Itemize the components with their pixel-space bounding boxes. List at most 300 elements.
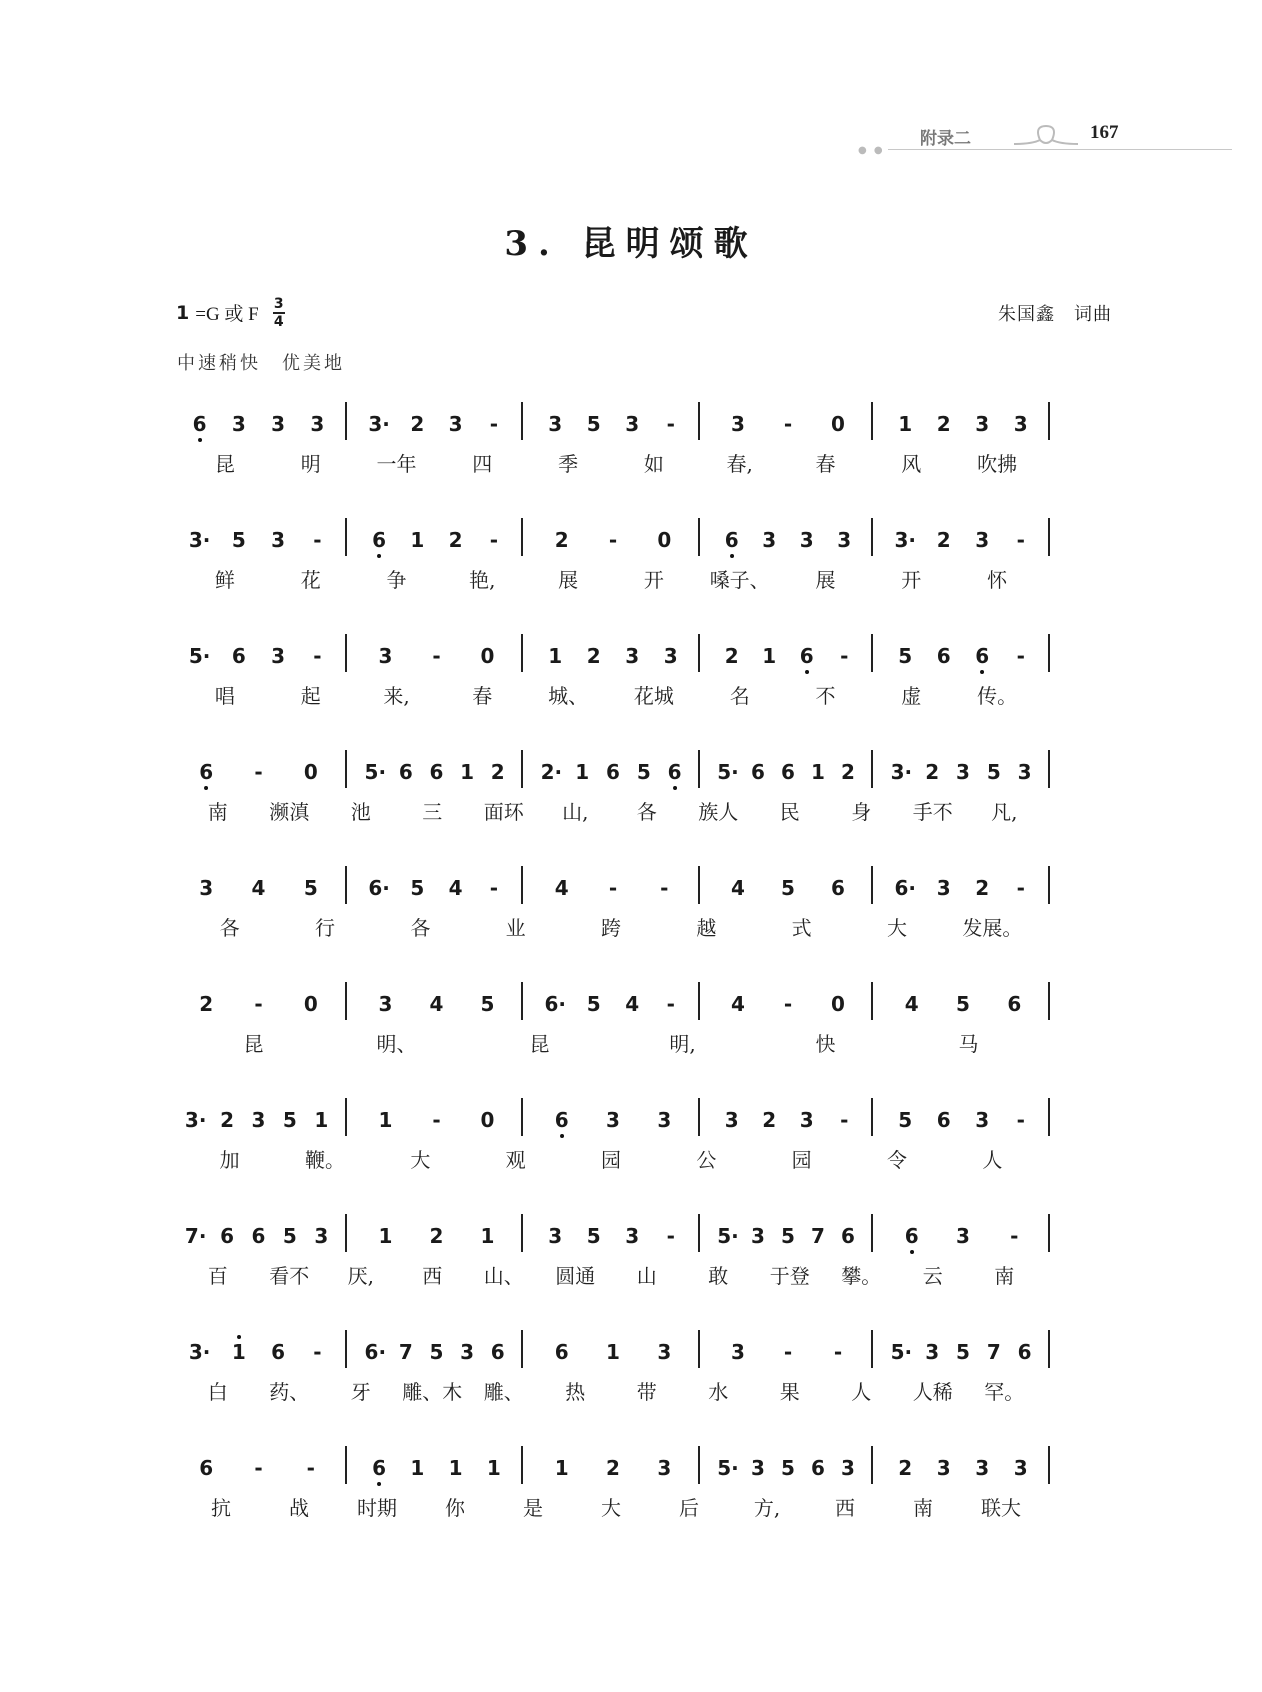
lyric: 于登 <box>769 1264 810 1288</box>
lyric: 山、 <box>483 1264 524 1288</box>
lyric: 鞭。 <box>305 1148 345 1172</box>
lyric: 观 <box>505 1148 526 1172</box>
note: 5 <box>410 876 425 900</box>
note: 5 <box>781 876 795 900</box>
key-text: =G 或 F <box>195 304 259 326</box>
note: 2 <box>429 1224 444 1248</box>
note: 5· <box>188 644 211 668</box>
lyric: 时期 <box>357 1496 397 1520</box>
lyric: 跨 <box>601 916 621 940</box>
barline <box>871 1330 873 1368</box>
lyric: 明、 <box>376 1032 417 1056</box>
lyric: 大 <box>887 916 907 940</box>
note: - <box>1016 528 1025 552</box>
note: - <box>608 528 618 552</box>
note: - <box>833 1340 843 1364</box>
note: 3 <box>378 644 393 668</box>
note: - <box>1016 644 1025 668</box>
note: 4 <box>625 992 640 1016</box>
note: 6 <box>1007 992 1022 1016</box>
note: 3 <box>548 1224 563 1248</box>
lyric: 濒滇 <box>269 800 310 824</box>
note: 3 <box>460 1340 475 1364</box>
note: 1 <box>606 1340 620 1364</box>
credit: 朱国鑫 词曲 <box>998 304 1112 325</box>
note: 2 <box>898 1456 913 1480</box>
note: 3· <box>890 760 913 784</box>
note: 2 <box>975 876 990 900</box>
lyric: 山 <box>636 1264 657 1288</box>
note: - <box>254 760 263 784</box>
lyric: 凡, <box>991 800 1018 824</box>
note: 1 <box>486 1456 501 1480</box>
note: 5 <box>781 1224 795 1248</box>
note: 3 <box>751 1224 765 1248</box>
note: 2 <box>410 412 425 436</box>
note: 3 <box>731 1340 745 1364</box>
lyric: 展 <box>815 568 836 592</box>
note: 5· <box>717 1224 739 1248</box>
barline <box>345 634 347 672</box>
barline <box>871 982 873 1020</box>
barline <box>521 1446 523 1484</box>
note: 5 <box>429 1340 444 1364</box>
note: 3 <box>310 412 325 436</box>
time-bottom: 4 <box>273 313 284 330</box>
note: 6 <box>554 1108 569 1132</box>
note: 0 <box>831 412 845 436</box>
lyric: 开 <box>643 568 664 592</box>
lyric: 是 <box>523 1496 543 1520</box>
note: 3 <box>663 644 678 668</box>
lyric: 人 <box>982 1148 1003 1172</box>
lyric: 起 <box>300 684 321 708</box>
note: 1 <box>575 760 590 784</box>
lyric: 园 <box>601 1148 621 1172</box>
lyric: 争 <box>386 568 407 592</box>
barline <box>698 402 700 440</box>
lyric: 手不 <box>912 800 953 824</box>
note: 3 <box>271 644 286 668</box>
note: 3 <box>751 1456 765 1480</box>
note: 4 <box>554 876 569 900</box>
note: - <box>666 992 675 1016</box>
key-tonic: 1 <box>176 301 190 324</box>
note: 6 <box>398 760 413 784</box>
note: 0 <box>831 992 845 1016</box>
note: 3 <box>936 876 951 900</box>
lyric: 水 <box>708 1380 729 1404</box>
barline <box>1048 866 1050 904</box>
note: - <box>313 644 322 668</box>
note: 3 <box>378 992 393 1016</box>
key-signature <box>176 297 285 329</box>
note: 3 <box>548 412 563 436</box>
note: 3 <box>199 876 214 900</box>
note: 6 <box>667 760 682 784</box>
barline <box>521 634 523 672</box>
lyric: 你 <box>445 1496 465 1520</box>
note: 6· <box>368 876 390 900</box>
header-section: 附录二 <box>920 129 971 149</box>
barline <box>698 982 700 1020</box>
barline <box>345 982 347 1020</box>
barline <box>1048 634 1050 672</box>
lyric: 虚 <box>901 684 922 708</box>
lyric: 西 <box>422 1264 443 1288</box>
note: 0 <box>480 644 495 668</box>
note: 3 <box>448 412 463 436</box>
note: 5 <box>303 876 318 900</box>
note: 4 <box>429 992 444 1016</box>
lyric: 来, <box>383 684 410 708</box>
score-row <box>0 992 1262 1092</box>
note: 1 <box>231 1340 246 1364</box>
barline <box>521 750 523 788</box>
note: 4 <box>731 876 745 900</box>
note: 3 <box>271 412 286 436</box>
lyric: 吹拂 <box>977 452 1018 476</box>
lyric: 发展。 <box>962 916 1023 940</box>
note: 6· <box>364 1340 387 1364</box>
lyric: 百 <box>207 1264 228 1288</box>
note: 3 <box>625 1224 640 1248</box>
note: 6 <box>975 644 990 668</box>
note: 6 <box>271 1340 286 1364</box>
note: - <box>254 992 263 1016</box>
note: 0 <box>480 1108 495 1132</box>
lyric: 抗 <box>211 1496 231 1520</box>
note: 3 <box>762 528 777 552</box>
note: 2 <box>841 760 855 784</box>
note: 3 <box>606 1108 620 1132</box>
lyric: 看不 <box>269 1264 310 1288</box>
barline <box>698 1446 700 1484</box>
barline <box>521 982 523 1020</box>
barline <box>698 750 700 788</box>
barline <box>698 1098 700 1136</box>
note: 1 <box>762 644 777 668</box>
note: 6 <box>554 1340 569 1364</box>
note: 6 <box>490 1340 505 1364</box>
lyric: 开 <box>901 568 922 592</box>
note: 2 <box>936 412 951 436</box>
lyric: 雕、木 <box>402 1380 463 1404</box>
note: 1 <box>460 760 475 784</box>
note: 1 <box>378 1108 393 1132</box>
lyric: 越 <box>696 916 717 940</box>
note: 6 <box>231 644 246 668</box>
note: - <box>783 992 793 1016</box>
score-row <box>0 1224 1262 1324</box>
lyric: 艳, <box>469 568 496 592</box>
lyric: 大 <box>601 1496 621 1520</box>
note: 5 <box>986 760 1001 784</box>
barline <box>345 1446 347 1484</box>
lyric: 雕、 <box>483 1380 524 1404</box>
note: 5· <box>717 760 739 784</box>
note: 3 <box>657 1456 672 1480</box>
note: 3· <box>188 528 211 552</box>
note: 6 <box>781 760 795 784</box>
note: 3· <box>894 528 917 552</box>
lyric: 昆 <box>243 1032 264 1056</box>
barline <box>345 866 347 904</box>
score-row <box>0 1108 1262 1208</box>
lyric: 鲜 <box>214 568 235 592</box>
lyric: 春 <box>472 684 493 708</box>
lyric: 昆 <box>214 452 235 476</box>
lyric: 各 <box>636 800 657 824</box>
note: 5 <box>586 1224 601 1248</box>
note: 6 <box>841 1224 855 1248</box>
lyric: 南 <box>913 1496 933 1520</box>
note: 3 <box>799 1108 814 1132</box>
note: 3 <box>657 1108 672 1132</box>
lyric: 族人 <box>698 800 739 824</box>
note: - <box>306 1456 315 1480</box>
note: - <box>489 412 499 436</box>
note: 5· <box>890 1340 913 1364</box>
lyric: 果 <box>779 1380 800 1404</box>
note: 3· <box>184 1108 207 1132</box>
note: 2· <box>540 760 563 784</box>
barline <box>345 1098 347 1136</box>
note: 6 <box>199 760 214 784</box>
lyric: 快 <box>815 1032 836 1056</box>
note: - <box>489 528 499 552</box>
lyric: 不 <box>815 684 836 708</box>
lyric: 业 <box>505 916 526 940</box>
barline <box>871 1214 873 1252</box>
note: 6 <box>724 528 739 552</box>
note: - <box>1016 1108 1025 1132</box>
note: 5 <box>636 760 651 784</box>
note: 2 <box>586 644 601 668</box>
note: 1 <box>410 1456 425 1480</box>
lyric: 春, <box>726 452 753 476</box>
score-row <box>0 1340 1262 1440</box>
note: 7 <box>811 1224 825 1248</box>
note: 6 <box>811 1456 825 1480</box>
note: 4 <box>904 992 919 1016</box>
note: 3· <box>368 412 390 436</box>
note: 3 <box>956 1224 970 1248</box>
note: 3 <box>925 1340 940 1364</box>
barline <box>521 518 523 556</box>
lyric: 罕。 <box>984 1380 1025 1404</box>
barline <box>698 518 700 556</box>
barline <box>871 1446 873 1484</box>
score-row <box>0 412 1262 512</box>
time-signature <box>273 297 285 329</box>
lyric: 春 <box>815 452 836 476</box>
lyric: 令 <box>887 1148 907 1172</box>
lyric: 西 <box>835 1496 855 1520</box>
note: 1 <box>378 1224 393 1248</box>
note: - <box>666 412 675 436</box>
lyric: 唱 <box>214 684 235 708</box>
note: 6 <box>936 644 951 668</box>
lyric: 三 <box>422 800 443 824</box>
lyric: 药、 <box>269 1380 310 1404</box>
lyric: 联大 <box>981 1496 1021 1520</box>
note: - <box>489 876 499 900</box>
note: 3 <box>731 412 745 436</box>
note: 3 <box>1017 760 1032 784</box>
lyric: 战 <box>289 1496 309 1520</box>
lyric: 马 <box>958 1032 979 1056</box>
note: 3 <box>625 412 640 436</box>
time-top: 3 <box>273 296 284 312</box>
lyric: 花城 <box>633 684 674 708</box>
lyric: 大 <box>410 1148 431 1172</box>
lyric: 风 <box>901 452 922 476</box>
note: 3 <box>936 1456 951 1480</box>
note: 3 <box>271 528 286 552</box>
lyric: 面环 <box>483 800 524 824</box>
barline <box>521 402 523 440</box>
lyric: 明, <box>669 1032 696 1056</box>
barline <box>1048 402 1050 440</box>
note: - <box>313 1340 322 1364</box>
lyric: 厌, <box>347 1264 374 1288</box>
note: 3 <box>975 412 990 436</box>
lyric: 南 <box>207 800 228 824</box>
lyric: 式 <box>791 916 812 940</box>
lyric: 花 <box>300 568 321 592</box>
note: 5 <box>956 1340 970 1364</box>
lyric: 牙 <box>350 1380 371 1404</box>
score-row <box>0 528 1262 628</box>
lyric: 敢 <box>708 1264 729 1288</box>
note: 1 <box>314 1108 329 1132</box>
note: 3 <box>724 1108 739 1132</box>
lyric: 昆 <box>529 1032 550 1056</box>
note: 6 <box>372 528 387 552</box>
note: 2 <box>936 528 951 552</box>
barline <box>521 1330 523 1368</box>
note: 2 <box>220 1108 235 1132</box>
note: - <box>254 1456 263 1480</box>
lyric: 四 <box>472 452 493 476</box>
barline <box>871 634 873 672</box>
header-rule <box>888 149 1232 150</box>
lyric: 池 <box>350 800 371 824</box>
note: 1 <box>480 1224 495 1248</box>
lyric: 带 <box>636 1380 657 1404</box>
score-row <box>0 760 1262 860</box>
lyric: 各 <box>410 916 431 940</box>
note: 6 <box>429 760 444 784</box>
note: 2 <box>199 992 214 1016</box>
barline <box>1048 1098 1050 1136</box>
note: 3 <box>625 644 640 668</box>
note: - <box>1016 876 1025 900</box>
note: 6 <box>372 1456 387 1480</box>
page-header <box>0 112 1262 156</box>
note: 4 <box>448 876 463 900</box>
lyric: 山, <box>562 800 589 824</box>
note: 6 <box>1017 1340 1032 1364</box>
barline <box>1048 1446 1050 1484</box>
note: 1 <box>448 1456 463 1480</box>
note: 6 <box>751 760 765 784</box>
barline <box>521 866 523 904</box>
note: 6 <box>904 1224 919 1248</box>
note: 0 <box>303 760 318 784</box>
lyric: 热 <box>565 1380 586 1404</box>
note: 3 <box>841 1456 855 1480</box>
lyric: 云 <box>922 1264 943 1288</box>
note: 1 <box>898 412 913 436</box>
note: 4 <box>251 876 266 900</box>
note: 3· <box>188 1340 211 1364</box>
note: 3 <box>1013 412 1028 436</box>
note: 5 <box>480 992 495 1016</box>
barline <box>345 750 347 788</box>
note: 5 <box>898 1108 913 1132</box>
lyric: 南 <box>994 1264 1015 1288</box>
note: 2 <box>762 1108 777 1132</box>
note: 7 <box>398 1340 413 1364</box>
note: - <box>608 876 618 900</box>
lyric: 人 <box>851 1380 872 1404</box>
barline <box>1048 1214 1050 1252</box>
note: - <box>840 644 849 668</box>
note: 2 <box>448 528 463 552</box>
note: 6 <box>192 412 207 436</box>
note: 6 <box>220 1224 235 1248</box>
score-row <box>0 644 1262 744</box>
barline <box>1048 982 1050 1020</box>
barline <box>871 866 873 904</box>
note: 3 <box>975 1456 990 1480</box>
score-row <box>0 1456 1262 1556</box>
note: 1 <box>811 760 825 784</box>
note: 1 <box>410 528 425 552</box>
page-number: 167 <box>1090 122 1119 143</box>
barline <box>1048 750 1050 788</box>
barline <box>871 518 873 556</box>
lyric: 方, <box>753 1496 781 1520</box>
lyric: 身 <box>851 800 872 824</box>
barline <box>871 1098 873 1136</box>
header-dots: ● ● <box>858 145 885 156</box>
note: 0 <box>303 992 318 1016</box>
note: 5 <box>898 644 913 668</box>
note: 3 <box>657 1340 672 1364</box>
lyric: 一年 <box>376 452 417 476</box>
note: 5 <box>781 1456 795 1480</box>
note: - <box>666 1224 675 1248</box>
note: 5 <box>956 992 970 1016</box>
barline <box>345 1330 347 1368</box>
note: 5 <box>231 528 246 552</box>
note: 1 <box>548 644 563 668</box>
note: 3 <box>975 528 990 552</box>
lyric: 民 <box>779 800 800 824</box>
lyric: 行 <box>315 916 335 940</box>
barline <box>521 1098 523 1136</box>
barline <box>345 518 347 556</box>
note: 3 <box>837 528 852 552</box>
note: - <box>1010 1224 1019 1248</box>
lyric: 城、 <box>548 684 589 708</box>
lyric: 公 <box>696 1148 717 1172</box>
note: 6 <box>799 644 814 668</box>
note: 5 <box>282 1108 297 1132</box>
